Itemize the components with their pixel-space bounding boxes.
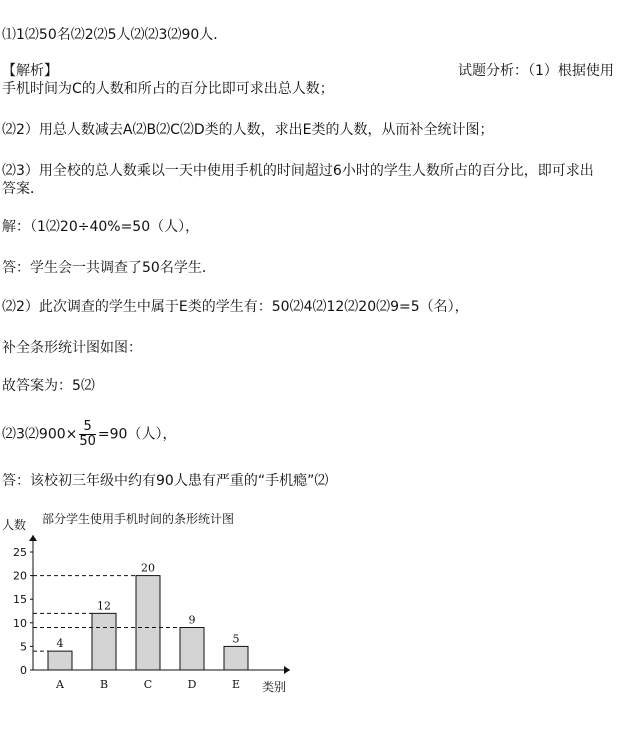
- answer-summary: ⑴1⑵50名⑵2⑵5人⑵⑵3⑵90人．: [2, 27, 228, 43]
- part-3: [2, 420, 176, 449]
- fraction-numerator: 5: [79, 420, 96, 435]
- bar-C: [136, 576, 160, 670]
- data-label: 9: [188, 613, 196, 627]
- y-tick-label: 15: [13, 593, 27, 607]
- data-label: 5: [232, 632, 240, 646]
- y-axis-arrow: [29, 535, 37, 541]
- analysis-3a: ⑵3）用全校的总人数乘以一天中使用手机的时间超过6小时的学生人数所占的百分比，即可求出: [2, 163, 594, 179]
- solve-line: 解：（1⑵20÷40%=50（人），: [2, 219, 200, 235]
- y-tick-label: 20: [13, 569, 27, 583]
- chart-title: 部分学生使用手机时间的条形统计图: [42, 512, 235, 526]
- part-3-prefix: ⑵3⑵900×: [2, 426, 78, 443]
- x-tick-label: B: [99, 678, 109, 691]
- bar-A: [48, 651, 72, 670]
- y-tick-label: 0: [20, 664, 27, 677]
- x-tick-label: D: [187, 678, 197, 691]
- data-label: 4: [56, 637, 64, 651]
- y-tick-label: 10: [13, 616, 27, 630]
- x-axis-arrow: [284, 666, 290, 674]
- x-tick-label: A: [56, 678, 64, 691]
- part-3-suffix: =90（人），: [97, 426, 177, 443]
- analysis-1-continued: 手机时间为C的人数和所占的百分比即可求出总人数；: [2, 81, 334, 97]
- x-axis-label: 类别: [262, 680, 287, 694]
- analysis-2: ⑵2）用总人数减去A⑵B⑵C⑵D类的人数，求出E类的人数，从而补全统计图；: [2, 122, 494, 138]
- x-tick-label: E: [231, 678, 241, 691]
- bar-D: [180, 628, 204, 670]
- complete-chart-note: 补全条形统计图如图：: [2, 340, 142, 356]
- data-label: 20: [141, 561, 155, 575]
- y-axis-label: 人数: [2, 518, 27, 532]
- fraction: [79, 420, 96, 449]
- answer-1: 答：学生会一共调查了50名学生．: [2, 260, 216, 276]
- analysis-3b: 答案．: [2, 181, 44, 197]
- final-answer: 答：该校初三年级中约有90人患有严重的“手机瘾”⑵: [2, 473, 329, 489]
- analysis-title: 试题分析：（1）根据使用: [458, 63, 614, 79]
- jiexi-label: 【解析】: [2, 63, 58, 79]
- x-tick-label: C: [143, 678, 153, 691]
- bar-E: [224, 646, 248, 670]
- part-2: ⑵2）此次调查的学生中属于E类的学生有：50⑵4⑵12⑵20⑵9=5（名），: [2, 299, 469, 315]
- y-tick-label: 25: [13, 546, 27, 559]
- bar-chart: [0, 505, 320, 705]
- fraction-denominator: 50: [79, 434, 96, 449]
- y-tick-label: 5: [20, 640, 27, 654]
- answer-text: 故答案为：5⑵: [2, 378, 95, 394]
- bar-B: [92, 613, 116, 670]
- data-label: 12: [97, 599, 111, 613]
